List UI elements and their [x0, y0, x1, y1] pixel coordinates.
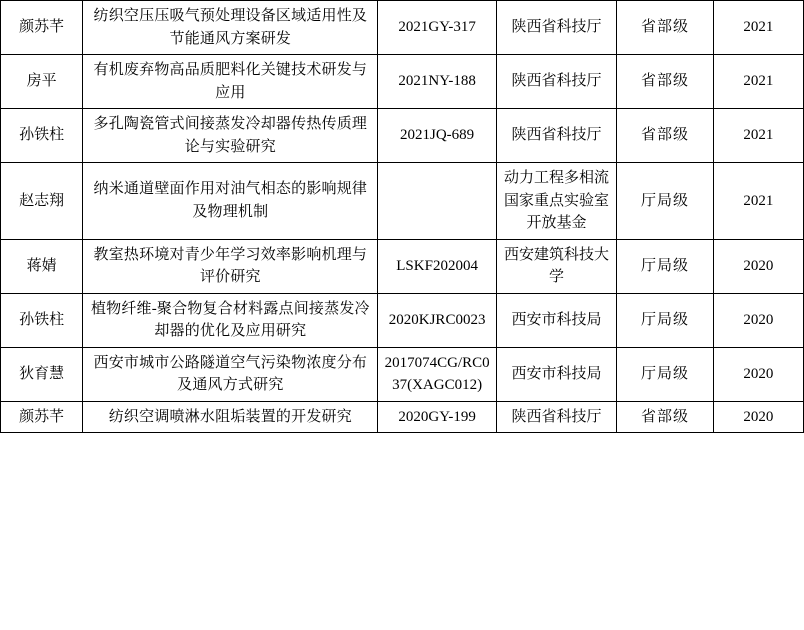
- cell-title: 教室热环境对青少年学习效率影响机理与评价研究: [83, 239, 378, 293]
- cell-code: [378, 163, 496, 240]
- cell-title: 植物纤维-聚合物复合材料露点间接蒸发冷却器的优化及应用研究: [83, 293, 378, 347]
- cell-level: 厅局级: [617, 163, 713, 240]
- cell-name: 蒋婧: [1, 239, 83, 293]
- cell-title: 西安市城市公路隧道空气污染物浓度分布及通风方式研究: [83, 347, 378, 401]
- cell-name: 孙铁柱: [1, 109, 83, 163]
- table-row: [1, 239, 804, 293]
- cell-title: 多孔陶瓷管式间接蒸发冷却器传热传质理论与实验研究: [83, 109, 378, 163]
- table-row: [1, 109, 804, 163]
- cell-organization: 陕西省科技厅: [496, 109, 616, 163]
- cell-organization: 西安市科技局: [496, 347, 616, 401]
- cell-name: 颜苏芊: [1, 401, 83, 433]
- cell-organization: 陕西省科技厅: [496, 401, 616, 433]
- cell-name: 颜苏芊: [1, 1, 83, 55]
- cell-level: 厅局级: [617, 239, 713, 293]
- cell-code: 2020GY-199: [378, 401, 496, 433]
- cell-name: 赵志翔: [1, 163, 83, 240]
- cell-organization: 陕西省科技厅: [496, 1, 616, 55]
- cell-level: 省部级: [617, 55, 713, 109]
- cell-year: 2021: [713, 1, 803, 55]
- cell-organization: 陕西省科技厅: [496, 55, 616, 109]
- cell-name: 孙铁柱: [1, 293, 83, 347]
- cell-organization: 西安建筑科技大学: [496, 239, 616, 293]
- cell-organization: 动力工程多相流国家重点实验室开放基金: [496, 163, 616, 240]
- cell-year: 2020: [713, 401, 803, 433]
- cell-code: 2021JQ-689: [378, 109, 496, 163]
- table-row: [1, 1, 804, 55]
- cell-code: 2021NY-188: [378, 55, 496, 109]
- cell-level: 省部级: [617, 1, 713, 55]
- cell-level: 厅局级: [617, 347, 713, 401]
- cell-year: 2020: [713, 347, 803, 401]
- cell-name: 狄育慧: [1, 347, 83, 401]
- table-body: [1, 1, 804, 433]
- cell-title: 纺织空压压吸气预处理设备区域适用性及节能通风方案研发: [83, 1, 378, 55]
- cell-code: LSKF202004: [378, 239, 496, 293]
- cell-title: 有机废弃物高品质肥料化关键技术研发与应用: [83, 55, 378, 109]
- cell-year: 2020: [713, 239, 803, 293]
- cell-title: 纳米通道壁面作用对油气相态的影响规律及物理机制: [83, 163, 378, 240]
- cell-code: 2021GY-317: [378, 1, 496, 55]
- cell-year: 2021: [713, 109, 803, 163]
- cell-level: 厅局级: [617, 293, 713, 347]
- cell-year: 2020: [713, 293, 803, 347]
- cell-code: 2017074CG/RC037(XAGC012): [378, 347, 496, 401]
- table-row: [1, 401, 804, 433]
- cell-year: 2021: [713, 55, 803, 109]
- table-row: [1, 163, 804, 240]
- cell-level: 省部级: [617, 109, 713, 163]
- cell-code: 2020KJRC0023: [378, 293, 496, 347]
- table-row: [1, 55, 804, 109]
- table-row: [1, 347, 804, 401]
- cell-name: 房平: [1, 55, 83, 109]
- cell-level: 省部级: [617, 401, 713, 433]
- cell-organization: 西安市科技局: [496, 293, 616, 347]
- cell-year: 2021: [713, 163, 803, 240]
- cell-title: 纺织空调喷淋水阻垢装置的开发研究: [83, 401, 378, 433]
- table-row: [1, 293, 804, 347]
